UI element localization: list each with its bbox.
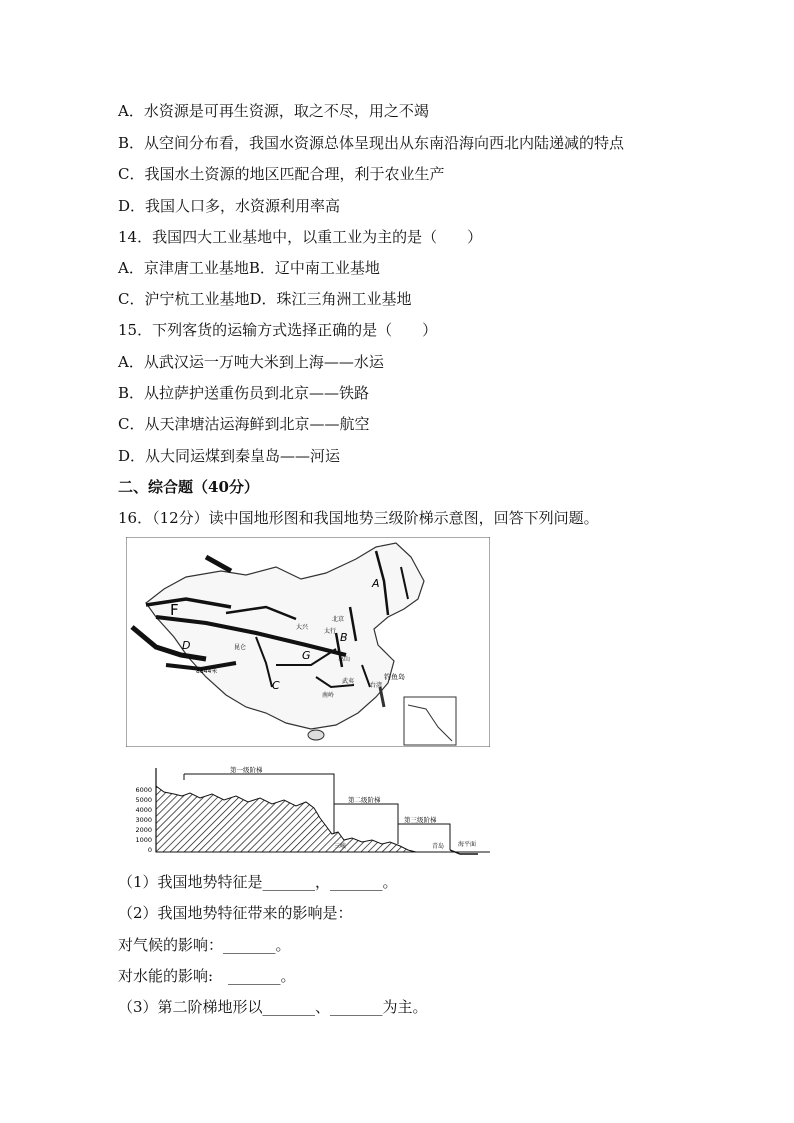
svg-text:3000: 3000 <box>135 816 152 824</box>
svg-text:台湾: 台湾 <box>370 682 383 689</box>
option-15b: B．从拉萨护送重伤员到北京——铁路 <box>118 384 370 402</box>
option-14ab: A．京津唐工业基地B．辽中南工业基地 <box>118 259 380 277</box>
terrain-step-profile <box>120 760 492 862</box>
option-15a: A．从武汉运一万吨大米到上海——水运 <box>118 353 384 371</box>
question-16-3: （3）第二阶梯地形以_______、_______为主。 <box>118 998 428 1016</box>
svg-text:第一级阶梯: 第一级阶梯 <box>230 766 263 774</box>
option-13d: D．我国人口多，水资源利用率高 <box>118 197 341 215</box>
svg-text:青岛: 青岛 <box>432 843 445 850</box>
question-16-1: （1）我国地势特征是_______，_______。 <box>118 873 398 891</box>
svg-text:海平面: 海平面 <box>458 841 477 848</box>
svg-text:1000: 1000 <box>135 836 152 844</box>
svg-text:C: C <box>272 679 280 692</box>
option-15c: C．从天津塘沽运海鲜到北京——航空 <box>118 415 370 433</box>
svg-text:F: F <box>170 601 179 619</box>
svg-text:巫山: 巫山 <box>338 656 351 663</box>
svg-text:D: D <box>182 639 191 652</box>
option-14cd: C．沪宁杭工业基地D．珠江三角洲工业基地 <box>118 290 412 308</box>
svg-text:三峡: 三峡 <box>334 843 347 850</box>
svg-text:2000: 2000 <box>135 826 152 834</box>
svg-text:武夷: 武夷 <box>342 678 355 685</box>
question-15: 15．下列客货的运输方式选择正确的是（ ） <box>118 321 438 339</box>
question-14: 14．我国四大工业基地中，以重工业为主的是（ ） <box>118 228 483 246</box>
svg-text:昆仑: 昆仑 <box>234 644 247 651</box>
option-13a: A．水资源是可再生资源，取之不尽，用之不竭 <box>118 102 429 120</box>
svg-text:4000: 4000 <box>135 806 152 814</box>
svg-text:6000: 6000 <box>135 786 152 794</box>
option-13c: C．我国水土资源的地区匹配合理，利于农业生产 <box>118 165 445 183</box>
section-heading: 二、综合题（40分） <box>118 478 259 496</box>
svg-text:钓鱼岛: 钓鱼岛 <box>384 673 405 681</box>
svg-text:8844米: 8844米 <box>196 668 218 675</box>
svg-text:太行: 太行 <box>324 628 337 635</box>
svg-text:大兴: 大兴 <box>296 624 309 631</box>
svg-text:A: A <box>372 577 380 590</box>
svg-text:B: B <box>340 631 348 644</box>
svg-text:南岭: 南岭 <box>322 692 335 699</box>
question-16-2: （2）我国地势特征带来的影响是： <box>118 904 353 922</box>
svg-text:第二级阶梯: 第二级阶梯 <box>348 796 381 804</box>
question-16-2-climate: 对气候的影响：_______。 <box>118 936 291 954</box>
china-terrain-map <box>126 537 490 747</box>
option-15d: D．从大同运煤到秦皇岛——河运 <box>118 447 341 465</box>
svg-text:0: 0 <box>147 846 152 854</box>
svg-text:5000: 5000 <box>135 796 152 804</box>
question-16: 16．（12分）读中国地形图和我国地势三级阶梯示意图，回答下列问题。 <box>118 509 599 527</box>
svg-text:第三级阶梯: 第三级阶梯 <box>404 816 437 824</box>
option-13b: B．从空间分布看，我国水资源总体呈现出从东南沿海向西北内陆递减的特点 <box>118 134 625 152</box>
question-16-2-hydropower: 对水能的影响: _______。 <box>118 967 296 985</box>
svg-text:G: G <box>302 649 311 662</box>
svg-text:北京: 北京 <box>332 616 345 623</box>
